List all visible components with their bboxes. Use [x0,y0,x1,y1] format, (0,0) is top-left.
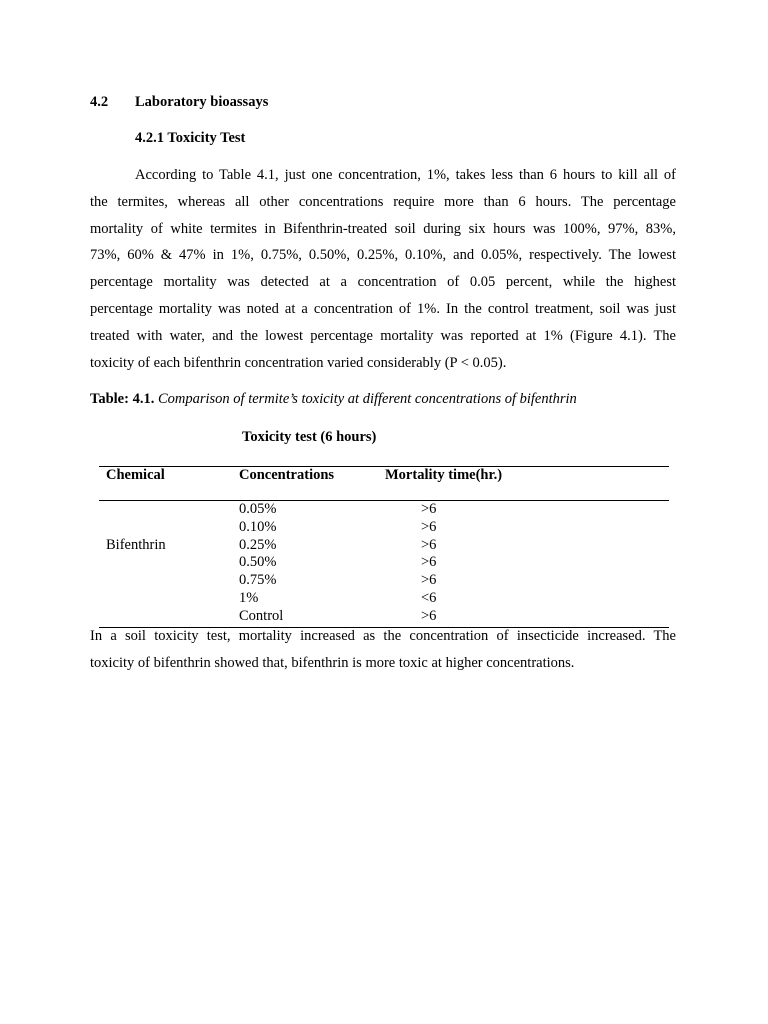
concentration-cell: Control [239,608,284,624]
paragraph-line: In a soil toxicity test, mortality increased as the concentration of insecticide increased. The [90,628,676,644]
column-header-concentrations: Concentrations [239,467,335,483]
mortality-cell: >6 [421,501,437,517]
paragraph-line: mortality of white termites in Bifenthrin-treated soil during six hours was 100%, 97%, 83%, [90,220,676,237]
body-paragraph-1 [90,162,676,376]
mortality-cell: >6 [421,537,437,553]
chemical-cell: Bifenthrin [106,537,166,553]
table-heading: Toxicity test (6 hours) [242,429,377,445]
paragraph-line: percentage mortality was detected at a concentration of 0.05 percent, while the highest [90,274,676,291]
subsection-title: 4.2.1 Toxicity Test [135,130,246,146]
table-caption [90,391,577,408]
mortality-cell: >6 [421,519,437,535]
paragraph-line: toxicity of bifenthrin showed that, bifenthrin is more toxic at higher concentrations. [90,654,575,671]
table-caption-text: Comparison of termite’s toxicity at different concentrations of bifenthrin [157,391,577,407]
mortality-cell: >6 [421,554,437,570]
table-header-rule [99,500,669,501]
concentration-cell: 0.05% [239,501,277,517]
paragraph-line: toxicity of each bifenthrin concentration varied considerably (P < 0.05). [90,354,507,371]
column-header-chemical: Chemical [106,467,165,483]
mortality-cell: <6 [421,590,437,606]
concentration-cell: 0.25% [239,537,277,553]
section-title: Laboratory bioassays [135,94,269,110]
concentration-cell: 0.50% [239,554,277,570]
paragraph-line: the termites, whereas all other concentrations require more than 6 hours. The percentage [90,193,676,210]
concentration-cell: 1% [239,590,259,606]
section-number: 4.2 [90,94,109,110]
paragraph-line: 73%, 60% & 47% in 1%, 0.75%, 0.50%, 0.25%, 0.10%, and 0.05%, respectively. The lowest [90,247,676,264]
concentration-cell: 0.75% [239,572,277,588]
body-paragraph-2 [90,623,676,677]
paragraph-line: According to Table 4.1, just one concentration, 1%, takes less than 6 hours to kill all of [135,167,676,183]
concentration-cell: 0.10% [239,519,277,535]
paragraph-line: percentage mortality was noted at a concentration of 1%. In the control treatment, soil was just [90,300,676,317]
mortality-cell: >6 [421,572,437,588]
paragraph-line: treated with water, and the lowest percentage mortality was reported at 1% (Figure 4.1). The [90,327,676,344]
table-top-rule [99,466,669,467]
column-header-mortality-time: Mortality time(hr.) [385,467,503,483]
table-caption-label: Table: 4.1. [90,391,155,407]
mortality-cell: >6 [421,608,437,624]
